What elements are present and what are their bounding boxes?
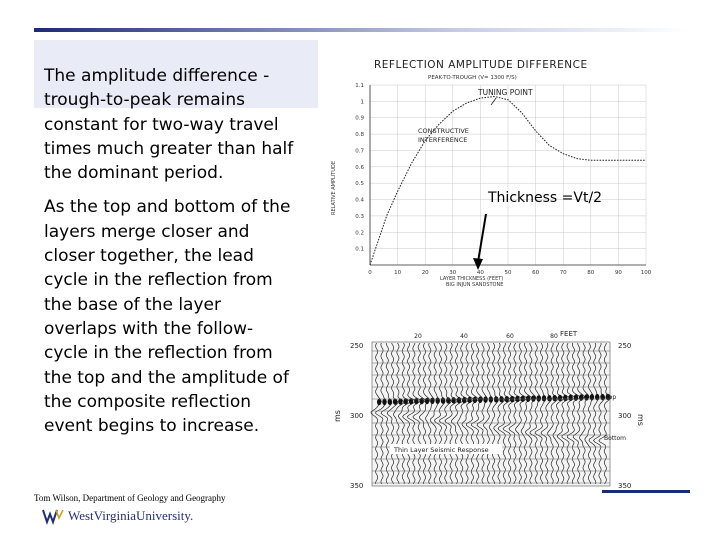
header-rule: [34, 28, 690, 32]
seismic-peak: [590, 394, 594, 400]
seismic-peak: [552, 395, 556, 401]
seismic-left-tick-250: 250: [350, 342, 364, 350]
y-tick-label: 0.4: [355, 197, 364, 204]
seismic-peak: [388, 399, 392, 405]
graph-ylabel: RELATIVE AMPLITUDE: [331, 161, 337, 215]
seismic-bottom-label: Bottom: [604, 435, 627, 442]
seismic-right-tick-250: 250: [618, 342, 632, 350]
seismic-top-tick-20: 20: [414, 333, 422, 340]
seismic-peak: [457, 397, 461, 403]
seismic-peak: [451, 397, 455, 403]
constructive-label: CONSTRUCTIVE: [418, 127, 469, 135]
seismic-peak: [446, 397, 450, 403]
seismic-top-tick-40: 40: [460, 333, 468, 340]
x-tick-label: 30: [449, 270, 457, 276]
paragraph-merge: As the top and bottom of the layers merge closer and closer together, the lead cycle in the reflection from the base of the layer overlaps with the follow-cycle in the reflection from the top and the amplitude of the composite reflection event begins to increase.: [44, 197, 291, 437]
seismic-feet-label: FEET: [560, 330, 578, 338]
x-tick-label: 80: [587, 270, 595, 276]
graph-grid: [370, 85, 646, 265]
graph-y-ticks: [355, 83, 364, 253]
seismic-peak: [393, 398, 397, 404]
x-tick-label: 50: [504, 270, 512, 276]
seismic-right-tick-300: 300: [618, 412, 632, 420]
graph-title: REFLECTION AMPLITUDE DIFFERENCE: [374, 59, 588, 71]
y-tick-label: 1: [360, 99, 364, 106]
seismic-peak: [600, 394, 604, 400]
y-tick-label: 0.3: [355, 213, 364, 220]
x-tick-label: 0: [368, 270, 372, 276]
seismic-peak: [489, 396, 493, 402]
y-tick-label: 0.7: [355, 148, 364, 155]
body-text: [44, 64, 294, 438]
seismic-peak: [531, 395, 535, 401]
y-tick-label: 0.1: [355, 246, 364, 253]
y-tick-label: 0.6: [355, 164, 364, 171]
seismic-peak: [547, 395, 551, 401]
amplitude-graph: [320, 48, 652, 288]
seismic-peak: [574, 394, 578, 400]
seismic-peak: [494, 396, 498, 402]
seismic-top-tick-60: 60: [506, 333, 514, 340]
x-tick-label: 20: [421, 270, 429, 276]
wvu-emblem-icon: [42, 509, 64, 523]
seismic-peak: [467, 397, 471, 403]
university-logo: [42, 508, 193, 524]
seismic-peak: [595, 394, 599, 400]
seismic-caption: Thin Layer Seismic Response: [394, 446, 489, 454]
x-tick-label: 90: [614, 270, 622, 276]
seismic-peak: [473, 397, 477, 403]
seismic-peak: [398, 398, 402, 404]
seismic-peak: [537, 395, 541, 401]
seismic-section: [330, 326, 645, 492]
seismic-peak: [441, 397, 445, 403]
seismic-peak: [462, 397, 466, 403]
seismic-peak: [558, 395, 562, 401]
graph-x-ticks: [368, 270, 651, 276]
seismic-top-tick-80: 80: [550, 333, 558, 340]
seismic-peak: [584, 394, 588, 400]
interference-label: INTERFERENCE: [418, 136, 468, 144]
graph-xlabel: LAYER THICKNESS (FEET): [440, 276, 504, 282]
seismic-peak: [499, 396, 503, 402]
graph-xlabel-2: BIG INJUN SANDSTONE: [446, 282, 504, 288]
seismic-peak: [382, 399, 386, 405]
graph-subtitle: PEAK-TO-TROUGH (V= 1300 F/S): [428, 75, 517, 81]
seismic-left-tick-300: 300: [350, 412, 364, 420]
seismic-peak: [579, 394, 583, 400]
university-name: WestVirginiaUniversity.: [68, 508, 194, 523]
seismic-peak: [483, 396, 487, 402]
y-tick-label: 0.9: [355, 115, 364, 122]
seismic-peak: [478, 397, 482, 403]
x-tick-label: 70: [559, 270, 567, 276]
seismic-peak: [542, 395, 546, 401]
x-tick-label: 10: [394, 270, 402, 276]
seismic-peak: [430, 398, 434, 404]
y-tick-label: 0.2: [355, 230, 364, 237]
y-tick-label: 0.8: [355, 132, 364, 139]
seismic-ms-label: ms: [333, 410, 342, 422]
seismic-peak: [568, 395, 572, 401]
x-tick-label: 100: [640, 270, 652, 276]
seismic-peak: [435, 397, 439, 403]
x-tick-label: 60: [532, 270, 540, 276]
thickness-annotation: Thickness =Vt/2: [488, 190, 603, 206]
seismic-ms-label-right: ms: [636, 414, 645, 426]
seismic-peak: [377, 399, 381, 405]
tuning-point-label: TUNING POINT: [478, 88, 533, 97]
seismic-left-tick-350: 350: [350, 482, 364, 490]
x-tick-label: 40: [476, 270, 484, 276]
seismic-peak: [526, 395, 530, 401]
footer-credit: Tom Wilson, Department of Geology and Geography: [34, 493, 226, 503]
seismic-peak: [563, 395, 567, 401]
y-tick-label: 1.1: [355, 83, 364, 89]
paragraph-amplitude: The amplitude difference - trough-to-peak remains constant for two-way travel times much greater than half the dominant period.: [44, 66, 294, 184]
seismic-top-label: Top: [606, 394, 617, 401]
y-tick-label: 0.5: [355, 181, 364, 188]
seismic-right-tick-350: 350: [618, 482, 632, 490]
seismic-peak: [425, 398, 429, 404]
